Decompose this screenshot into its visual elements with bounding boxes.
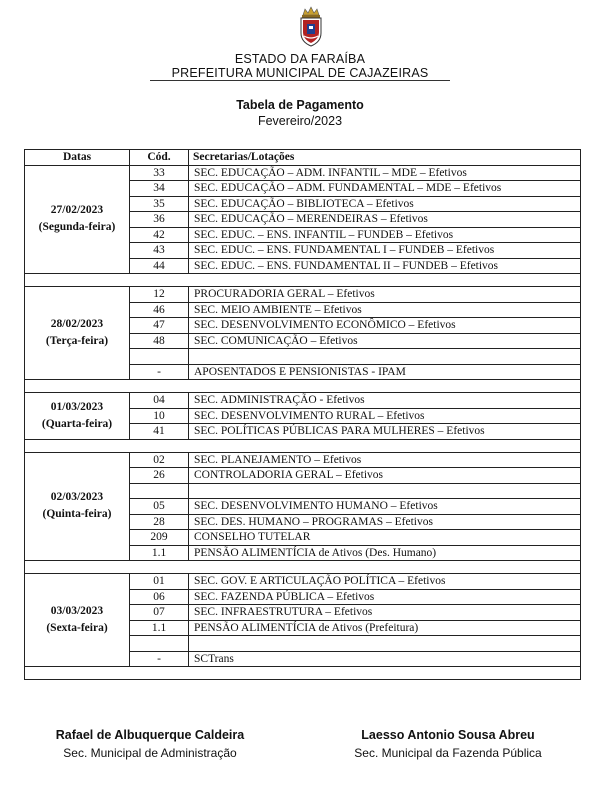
payment-weekday: (Quinta-feira): [42, 508, 112, 521]
department-cell: SEC. FAZENDA PÚBLICA – Efetivos: [189, 589, 581, 605]
code-cell: [130, 636, 189, 652]
department-cell: SEC. MEIO AMBIENTE – Efetivos: [189, 302, 581, 318]
department-cell: PENSÃO ALIMENTÍCIA de Ativos (Prefeitura): [189, 620, 581, 636]
department-cell: SEC. DESENVOLVIMENTO ECONÔMICO – Efetivos: [189, 318, 581, 334]
code-cell: 41: [130, 424, 189, 440]
department-cell: PROCURADORIA GERAL – Efetivos: [189, 287, 581, 303]
signatory-role: Sec. Municipal de Administração: [63, 746, 237, 760]
payment-date-cell: [25, 165, 130, 274]
code-cell: 28: [130, 514, 189, 530]
payment-date: 27/02/2023: [50, 204, 104, 217]
code-cell: 48: [130, 333, 189, 349]
state-name: ESTADO DA FARAÍBA: [234, 52, 366, 66]
group-separator-row: [25, 439, 581, 452]
table-header-row: [25, 150, 581, 166]
code-cell: 1.1: [130, 545, 189, 561]
code-cell: 33: [130, 165, 189, 181]
code-cell: 36: [130, 212, 189, 228]
code-cell: 06: [130, 589, 189, 605]
signature-finance: [318, 728, 578, 760]
signature-administration: [20, 728, 280, 760]
separator-cell: [25, 380, 581, 393]
code-cell: 47: [130, 318, 189, 334]
payment-date: 03/03/2023: [50, 605, 104, 617]
code-cell: 04: [130, 393, 189, 409]
document-title: Tabela de Pagamento: [236, 98, 364, 112]
department-cell: SCTrans: [189, 651, 581, 667]
department-cell: CONSELHO TUTELAR: [189, 530, 581, 546]
payment-date: 02/03/2023: [50, 491, 104, 504]
department-cell: SEC. EDUCAÇÃO – MERENDEIRAS – Efetivos: [189, 212, 581, 228]
code-cell: 10: [130, 408, 189, 424]
code-cell: 209: [130, 530, 189, 546]
code-cell: -: [130, 364, 189, 380]
payment-weekday: (Sexta-feira): [46, 622, 108, 634]
department-cell: SEC. INFRAESTRUTURA – Efetivos: [189, 605, 581, 621]
table-row: [25, 287, 581, 303]
department-cell: SEC. EDUCAÇÃO – ADM. INFANTIL – MDE – Efetivos: [189, 165, 581, 181]
code-cell: 1.1: [130, 620, 189, 636]
group-separator-row: [25, 667, 581, 680]
code-cell: 05: [130, 499, 189, 515]
department-cell: PENSÃO ALIMENTÍCIA de Ativos (Des. Humano): [189, 545, 581, 561]
code-cell: 26: [130, 468, 189, 484]
table-row: [25, 393, 581, 409]
department-cell: SEC. EDUCAÇÃO – BIBLIOTECA – Efetivos: [189, 196, 581, 212]
group-separator-row: [25, 274, 581, 287]
department-cell: SEC. DESENVOLVIMENTO HUMANO – Efetivos: [189, 499, 581, 515]
department-cell: SEC. GOV. E ARTICULAÇÃO POLÍTICA – Efetivos: [189, 574, 581, 590]
signatory-name: Laesso Antonio Sousa Abreu: [361, 728, 535, 742]
table-row: [25, 452, 581, 468]
separator-cell: [25, 667, 581, 680]
code-cell: 44: [130, 258, 189, 274]
separator-cell: [25, 439, 581, 452]
header-divider: [150, 80, 450, 81]
code-cell: 43: [130, 243, 189, 259]
payment-date-cell: [25, 452, 130, 561]
code-cell: 46: [130, 302, 189, 318]
code-cell: 07: [130, 605, 189, 621]
signatory-role: Sec. Municipal da Fazenda Pública: [354, 746, 542, 760]
municipal-coat-of-arms-icon: [295, 6, 327, 48]
code-cell: 42: [130, 227, 189, 243]
department-cell: SEC. EDUC. – ENS. INFANTIL – FUNDEB – Efetivos: [189, 227, 581, 243]
payment-weekday: (Segunda-feira): [38, 221, 116, 234]
table-body: [25, 165, 581, 680]
column-header-departments: Secretarias/Lotações: [189, 150, 581, 166]
department-cell: SEC. DES. HUMANO – PROGRAMAS – Efetivos: [189, 514, 581, 530]
department-cell: SEC. DESENVOLVIMENTO RURAL – Efetivos: [189, 408, 581, 424]
code-cell: 35: [130, 196, 189, 212]
code-cell: [130, 349, 189, 365]
department-cell: SEC. EDUC. – ENS. FUNDAMENTAL I – FUNDEB – Efetivos: [189, 243, 581, 259]
column-header-dates: Datas: [25, 150, 130, 166]
separator-cell: [25, 561, 581, 574]
table-row: [25, 165, 581, 181]
code-cell: 34: [130, 181, 189, 197]
group-separator-row: [25, 380, 581, 393]
payment-weekday: (Quarta-feira): [41, 417, 113, 430]
payment-date-cell: [25, 574, 130, 667]
department-cell: SEC. EDUC. – ENS. FUNDAMENTAL II – FUNDEB – Efetivos: [189, 258, 581, 274]
code-cell: 12: [130, 287, 189, 303]
prefecture-name: PREFEITURA MUNICIPAL DE CAJAZEIRAS: [171, 66, 429, 80]
department-cell: SEC. ADMINISTRAÇÃO - Efetivos: [189, 393, 581, 409]
signatory-name: Rafael de Albuquerque Caldeira: [55, 728, 245, 742]
payment-date-cell: [25, 393, 130, 440]
payment-schedule-table: [24, 149, 581, 680]
department-cell: [189, 636, 581, 652]
payment-date: 28/02/2023: [50, 318, 104, 330]
group-separator-row: [25, 561, 581, 574]
code-cell: 01: [130, 574, 189, 590]
table-row: [25, 574, 581, 590]
department-cell: SEC. POLÍTICAS PÚBLICAS PARA MULHERES – Efetivos: [189, 424, 581, 440]
payment-date-cell: [25, 287, 130, 380]
department-cell: CONTROLADORIA GERAL – Efetivos: [189, 468, 581, 484]
code-cell: [130, 483, 189, 499]
department-cell: [189, 349, 581, 365]
column-header-code: Cód.: [130, 150, 189, 166]
department-cell: SEC. PLANEJAMENTO – Efetivos: [189, 452, 581, 468]
department-cell: SEC. COMUNICAÇÃO – Efetivos: [189, 333, 581, 349]
payment-weekday: (Terça-feira): [45, 335, 109, 347]
department-cell: SEC. EDUCAÇÃO – ADM. FUNDAMENTAL – MDE – Efetivos: [189, 181, 581, 197]
department-cell: APOSENTADOS E PENSIONISTAS - IPAM: [189, 364, 581, 380]
separator-cell: [25, 274, 581, 287]
code-cell: 02: [130, 452, 189, 468]
payment-date: 01/03/2023: [50, 400, 104, 413]
document-period: Fevereiro/2023: [257, 114, 343, 128]
department-cell: [189, 483, 581, 499]
code-cell: -: [130, 651, 189, 667]
